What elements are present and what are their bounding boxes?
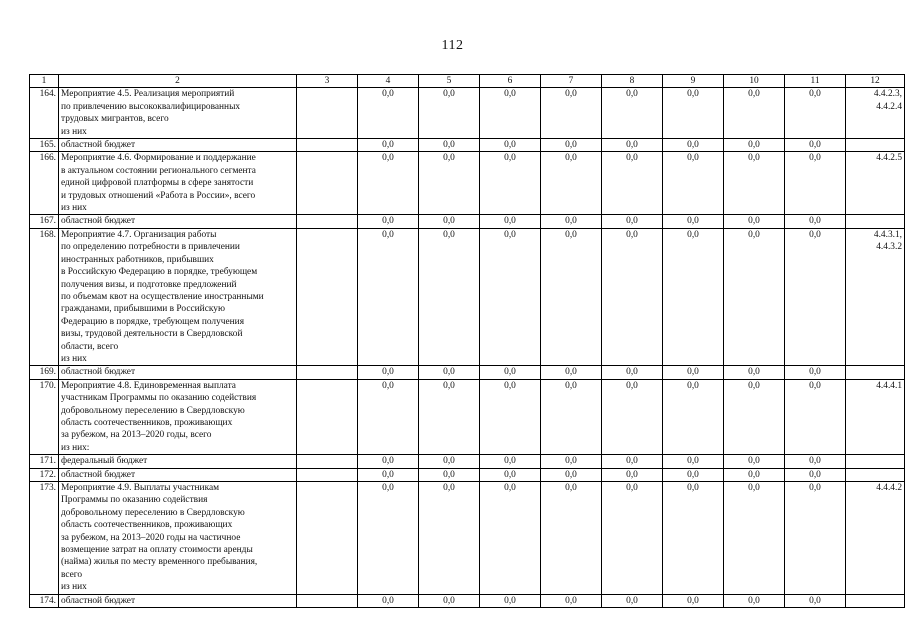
- empty-cell: [297, 455, 358, 468]
- value-cell: 0,0: [358, 152, 419, 215]
- value-cell: 0,0: [785, 379, 846, 454]
- value-cell: 0,0: [663, 455, 724, 468]
- table-row: [30, 152, 905, 215]
- empty-cell: [297, 152, 358, 215]
- row-number: 173.: [30, 482, 59, 595]
- row-description: федеральный бюджет: [59, 455, 297, 468]
- empty-cell: [297, 88, 358, 139]
- table-row: [30, 139, 905, 152]
- value-cell: 0,0: [541, 366, 602, 379]
- value-cell: 0,0: [541, 379, 602, 454]
- value-cell: 0,0: [724, 455, 785, 468]
- table-row: [30, 215, 905, 228]
- empty-cell: [297, 228, 358, 365]
- empty-cell: [297, 594, 358, 607]
- value-cell: 0,0: [663, 215, 724, 228]
- value-cell: 0,0: [724, 366, 785, 379]
- value-cell: 0,0: [358, 379, 419, 454]
- target-indicator-ref: 4.4.2.5: [846, 152, 905, 215]
- column-number-row: [30, 75, 905, 88]
- row-description: Мероприятие 4.5. Реализация мероприятий по привлечению высококвалифицированных трудовых мигрантов, всего из них: [59, 88, 297, 139]
- row-number: 174.: [30, 594, 59, 607]
- value-cell: 0,0: [358, 455, 419, 468]
- value-cell: 0,0: [724, 482, 785, 595]
- row-number: 167.: [30, 215, 59, 228]
- value-cell: 0,0: [663, 228, 724, 365]
- value-cell: 0,0: [541, 215, 602, 228]
- target-indicator-ref: [846, 215, 905, 228]
- value-cell: 0,0: [602, 455, 663, 468]
- target-indicator-ref: 4.4.2.3, 4.4.2.4: [846, 88, 905, 139]
- value-cell: 0,0: [358, 88, 419, 139]
- column-header-10: 10: [724, 75, 785, 88]
- target-indicator-ref: [846, 594, 905, 607]
- value-cell: 0,0: [419, 379, 480, 454]
- table-row: [30, 366, 905, 379]
- table-row: [30, 455, 905, 468]
- value-cell: 0,0: [541, 139, 602, 152]
- row-description: областной бюджет: [59, 215, 297, 228]
- page-number: 112: [441, 38, 464, 53]
- value-cell: 0,0: [480, 594, 541, 607]
- value-cell: 0,0: [602, 215, 663, 228]
- value-cell: 0,0: [724, 152, 785, 215]
- table-row: [30, 468, 905, 481]
- value-cell: 0,0: [480, 139, 541, 152]
- value-cell: 0,0: [602, 379, 663, 454]
- value-cell: 0,0: [358, 366, 419, 379]
- empty-cell: [297, 215, 358, 228]
- value-cell: 0,0: [785, 468, 846, 481]
- value-cell: 0,0: [663, 482, 724, 595]
- column-header-8: 8: [602, 75, 663, 88]
- table-row: [30, 594, 905, 607]
- table-body: [30, 88, 905, 608]
- value-cell: 0,0: [724, 88, 785, 139]
- value-cell: 0,0: [480, 152, 541, 215]
- row-description: областной бюджет: [59, 139, 297, 152]
- value-cell: 0,0: [419, 594, 480, 607]
- value-cell: 0,0: [419, 366, 480, 379]
- table-row: [30, 379, 905, 454]
- value-cell: 0,0: [663, 139, 724, 152]
- table-row: [30, 88, 905, 139]
- value-cell: 0,0: [541, 152, 602, 215]
- row-description: Мероприятие 4.8. Единовременная выплата участникам Программы по оказанию содействия добровольному переселению в Свердловскую область соотечественников, проживающих за рубежом, на 2013–2020 годы, всего из них:: [59, 379, 297, 454]
- value-cell: 0,0: [419, 455, 480, 468]
- value-cell: 0,0: [785, 152, 846, 215]
- value-cell: 0,0: [785, 139, 846, 152]
- table-row: [30, 482, 905, 595]
- value-cell: 0,0: [480, 88, 541, 139]
- value-cell: 0,0: [602, 594, 663, 607]
- column-header-5: 5: [419, 75, 480, 88]
- value-cell: 0,0: [419, 88, 480, 139]
- value-cell: 0,0: [602, 482, 663, 595]
- value-cell: 0,0: [480, 482, 541, 595]
- value-cell: 0,0: [724, 594, 785, 607]
- row-number: 169.: [30, 366, 59, 379]
- row-number: 171.: [30, 455, 59, 468]
- value-cell: 0,0: [358, 215, 419, 228]
- column-header-11: 11: [785, 75, 846, 88]
- value-cell: 0,0: [724, 468, 785, 481]
- value-cell: 0,0: [419, 139, 480, 152]
- target-indicator-ref: [846, 139, 905, 152]
- row-number: 164.: [30, 88, 59, 139]
- row-description: Мероприятие 4.7. Организация работы по определению потребности в привлечении иностранных работников, прибывших в Российскую Федерацию в порядке, требующем получения визы, и подготовке предложений по объемам квот на осуществление иностранными гражданами, прибывшими в Российскую Федерацию в порядке, требующем получения визы, трудовой деятельности в Свердловской области, всего из них: [59, 228, 297, 365]
- value-cell: 0,0: [419, 468, 480, 481]
- target-indicator-ref: [846, 455, 905, 468]
- value-cell: 0,0: [724, 228, 785, 365]
- table-row: [30, 228, 905, 365]
- column-header-3: 3: [297, 75, 358, 88]
- value-cell: 0,0: [419, 215, 480, 228]
- value-cell: 0,0: [480, 366, 541, 379]
- value-cell: 0,0: [358, 482, 419, 595]
- value-cell: 0,0: [602, 366, 663, 379]
- column-header-7: 7: [541, 75, 602, 88]
- row-description: областной бюджет: [59, 468, 297, 481]
- empty-cell: [297, 379, 358, 454]
- value-cell: 0,0: [602, 139, 663, 152]
- value-cell: 0,0: [419, 482, 480, 595]
- value-cell: 0,0: [785, 215, 846, 228]
- empty-cell: [297, 139, 358, 152]
- value-cell: 0,0: [358, 468, 419, 481]
- target-indicator-ref: 4.4.4.2: [846, 482, 905, 595]
- value-cell: 0,0: [480, 215, 541, 228]
- value-cell: 0,0: [541, 468, 602, 481]
- column-header-9: 9: [663, 75, 724, 88]
- column-header-4: 4: [358, 75, 419, 88]
- value-cell: 0,0: [724, 215, 785, 228]
- empty-cell: [297, 468, 358, 481]
- value-cell: 0,0: [358, 139, 419, 152]
- row-description: Мероприятие 4.6. Формирование и поддержание в актуальном состоянии регионального сегмента единой цифровой платформы в сфере занятости и трудовых отношений «Работа в России», всего из них: [59, 152, 297, 215]
- value-cell: 0,0: [663, 468, 724, 481]
- target-indicator-ref: [846, 468, 905, 481]
- value-cell: 0,0: [663, 88, 724, 139]
- value-cell: 0,0: [602, 468, 663, 481]
- value-cell: 0,0: [724, 139, 785, 152]
- value-cell: 0,0: [663, 594, 724, 607]
- value-cell: 0,0: [358, 228, 419, 365]
- value-cell: 0,0: [480, 228, 541, 365]
- value-cell: 0,0: [419, 152, 480, 215]
- value-cell: 0,0: [541, 594, 602, 607]
- empty-cell: [297, 366, 358, 379]
- value-cell: 0,0: [419, 228, 480, 365]
- value-cell: 0,0: [358, 594, 419, 607]
- empty-cell: [297, 482, 358, 595]
- row-number: 165.: [30, 139, 59, 152]
- row-description: Мероприятие 4.9. Выплаты участникам Программы по оказанию содействия добровольному переселению в Свердловскую область соотечественников, проживающих за рубежом, на 2013–2020 годы на частичное возмещение затрат на оплату стоимости аренды (найма) жилья по месту временного пребывания, всего из них: [59, 482, 297, 595]
- value-cell: 0,0: [541, 482, 602, 595]
- value-cell: 0,0: [785, 482, 846, 595]
- row-number: 166.: [30, 152, 59, 215]
- value-cell: 0,0: [785, 455, 846, 468]
- value-cell: 0,0: [602, 152, 663, 215]
- value-cell: 0,0: [663, 152, 724, 215]
- row-number: 172.: [30, 468, 59, 481]
- value-cell: 0,0: [602, 228, 663, 365]
- value-cell: 0,0: [663, 379, 724, 454]
- value-cell: 0,0: [602, 88, 663, 139]
- column-header-12: 12: [846, 75, 905, 88]
- value-cell: 0,0: [480, 379, 541, 454]
- column-header-6: 6: [480, 75, 541, 88]
- value-cell: 0,0: [724, 379, 785, 454]
- row-description: областной бюджет: [59, 366, 297, 379]
- value-cell: 0,0: [663, 366, 724, 379]
- value-cell: 0,0: [785, 594, 846, 607]
- budget-table: [29, 74, 905, 608]
- value-cell: 0,0: [785, 228, 846, 365]
- row-description: областной бюджет: [59, 594, 297, 607]
- value-cell: 0,0: [541, 228, 602, 365]
- value-cell: 0,0: [785, 366, 846, 379]
- value-cell: 0,0: [785, 88, 846, 139]
- value-cell: 0,0: [480, 455, 541, 468]
- target-indicator-ref: [846, 366, 905, 379]
- row-number: 170.: [30, 379, 59, 454]
- column-header-2: 2: [59, 75, 297, 88]
- target-indicator-ref: 4.4.3.1, 4.4.3.2: [846, 228, 905, 365]
- value-cell: 0,0: [541, 88, 602, 139]
- row-number: 168.: [30, 228, 59, 365]
- value-cell: 0,0: [541, 455, 602, 468]
- value-cell: 0,0: [480, 468, 541, 481]
- target-indicator-ref: 4.4.4.1: [846, 379, 905, 454]
- column-header-1: 1: [30, 75, 59, 88]
